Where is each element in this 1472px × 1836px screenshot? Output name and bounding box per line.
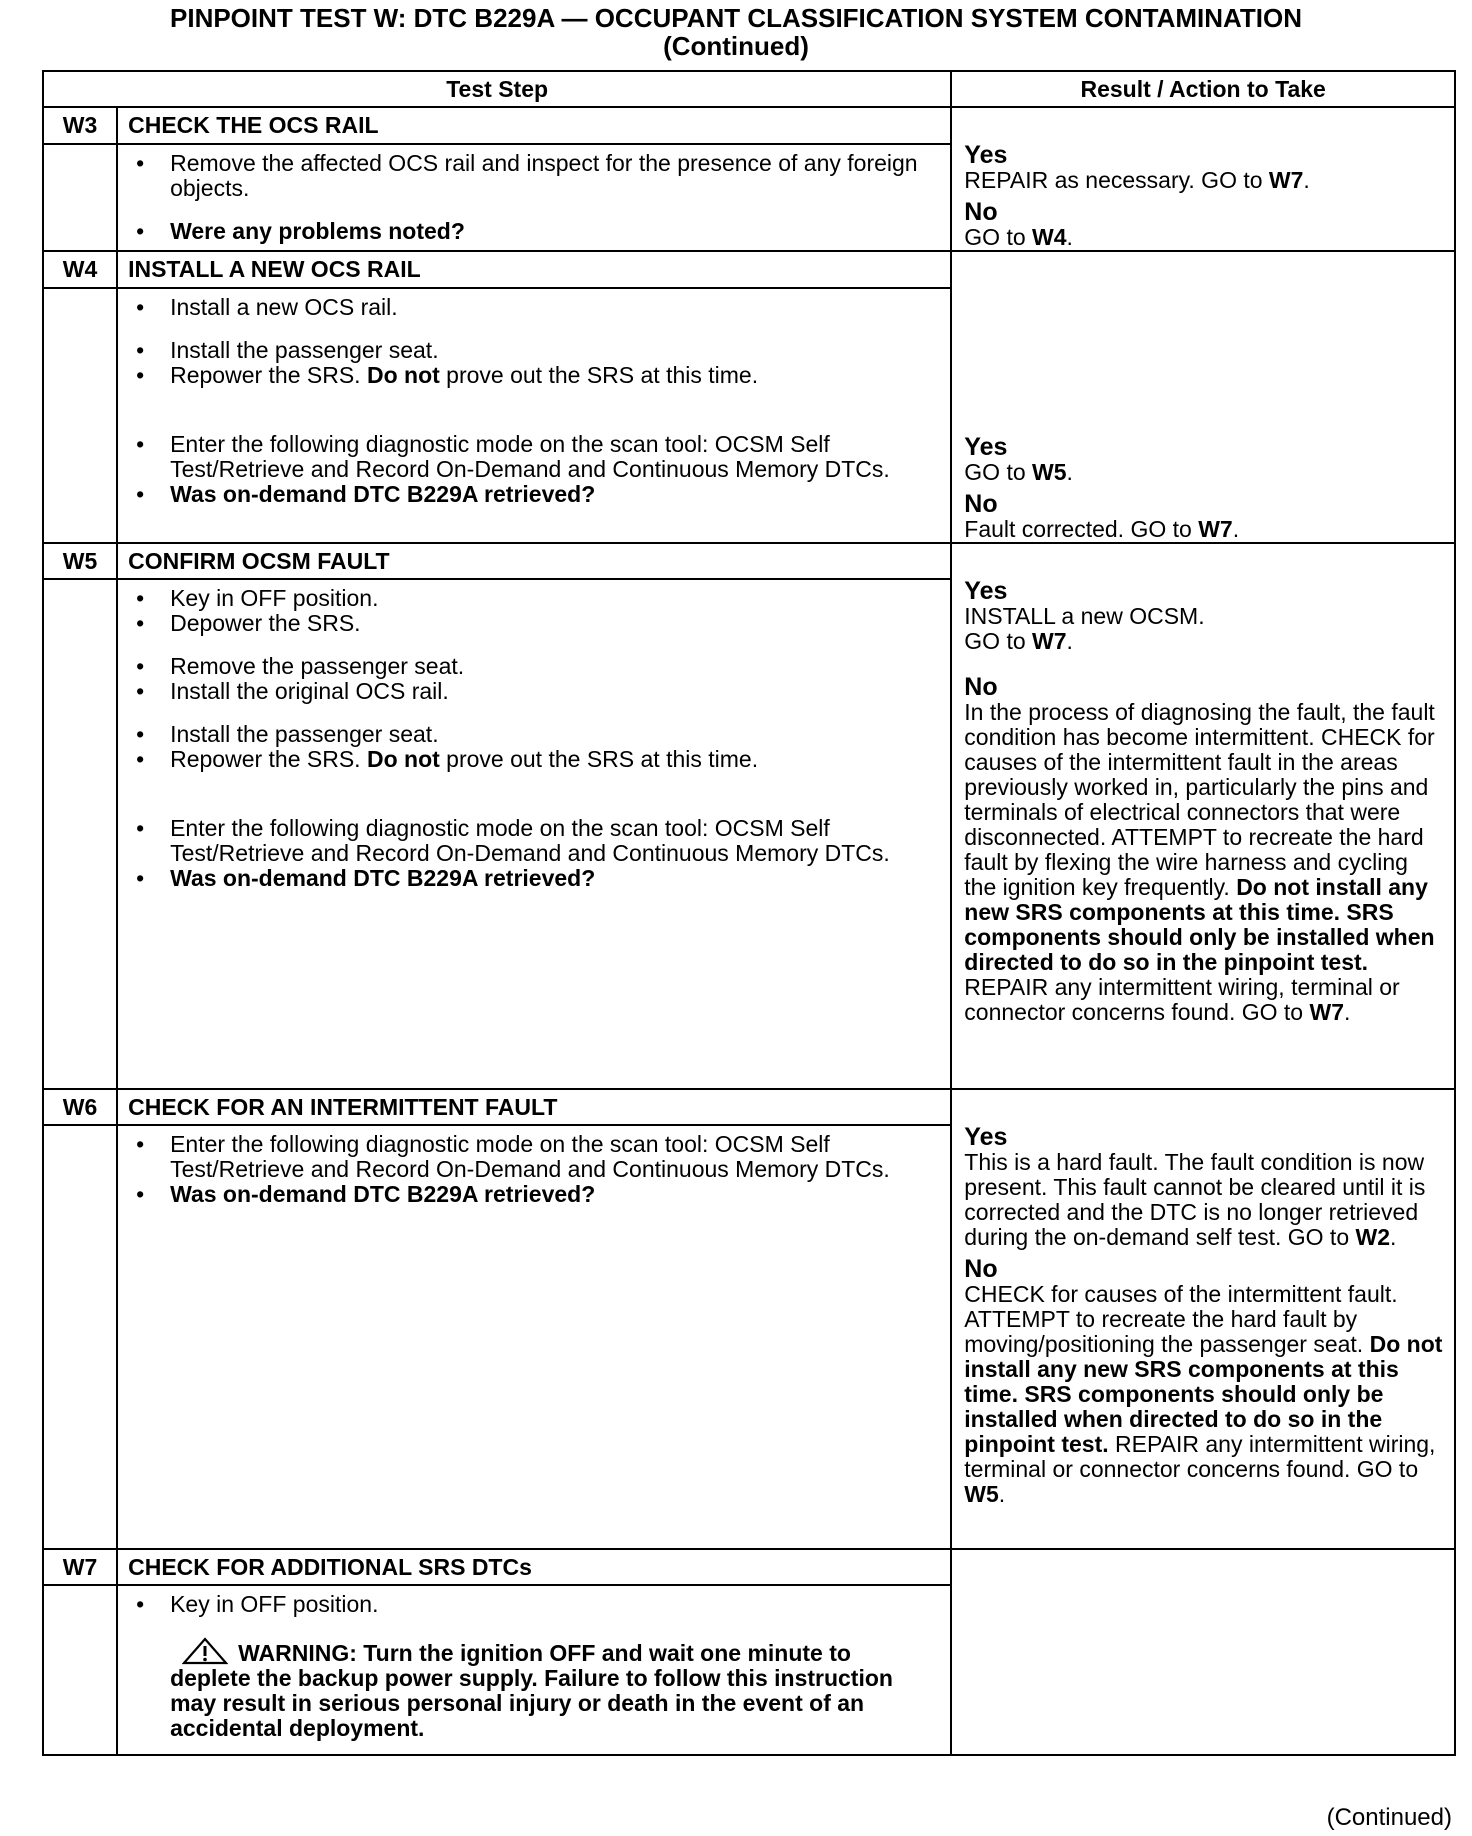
step-bullet: • Enter the following diagnostic mode on the scan tool: OCSM Self Test/Retrieve and Record On-Demand and Continuous Memory DTCs. xyxy=(128,816,950,866)
goto-link: W2 xyxy=(1355,1224,1390,1250)
question-text: Was on-demand DTC B229A retrieved? xyxy=(170,481,596,508)
page-title xyxy=(0,4,1472,60)
title-continued: (Continued) xyxy=(663,31,809,61)
result-text: GO to xyxy=(964,224,1033,250)
result-text: INSTALL a new OCSM. xyxy=(964,603,1205,629)
result-cell xyxy=(951,1549,1455,1755)
step-id-spacer xyxy=(43,579,117,1089)
header-result: Result / Action to Take xyxy=(951,71,1455,107)
step-bullet: • Remove the affected OCS rail and inspect for the presence of any foreign objects. xyxy=(128,151,950,201)
result-cell: Yes INSTALL a new OCSM. GO to W7. No In the process of diagnosing the fault, the fault condition has become intermittent. CHECK for causes of the intermittent fault in the areas previously worked in, particularly the pins and terminals of electrical connectors that were disconnected. ATTEMPT to recreate the hard fault by flexing the wire harness and cycling the ignition key frequently. Do not install any new SRS components at this time. SRS components should only be installed when directed to do so in the pinpoint test. REPAIR any intermittent wiring, terminal or connector concerns found. GO to W7. xyxy=(951,543,1455,1089)
goto-link: W5 xyxy=(964,1481,999,1507)
yes-label: Yes xyxy=(964,577,1008,605)
step-id: W6 xyxy=(43,1089,117,1125)
result-emphasis: Do not install any new SRS components at this time. SRS components should only be installed when directed to do so in the pinpoint test. xyxy=(964,1331,1443,1457)
question-text: Was on-demand DTC B229A retrieved? xyxy=(170,1181,596,1207)
continued-footer: (Continued) xyxy=(1326,1804,1452,1831)
result-text: GO to xyxy=(964,459,1033,485)
warning-triangle-icon xyxy=(182,1637,228,1665)
goto-link: W7 xyxy=(1309,999,1344,1025)
bullet-text: Repower the SRS. xyxy=(170,362,367,389)
step-id-spacer xyxy=(43,144,117,251)
result-cell: Yes GO to W5. No Fault corrected. GO to W7. xyxy=(951,251,1455,543)
step-question xyxy=(128,219,950,244)
question-text: Were any problems noted? xyxy=(170,218,465,245)
step-id: W5 xyxy=(43,543,117,579)
step-row-w6-head xyxy=(43,1089,1455,1125)
bullet-emphasis: Do not xyxy=(366,746,440,772)
yes-label: Yes xyxy=(964,433,1008,461)
step-heading: CHECK THE OCS RAIL xyxy=(117,107,951,144)
step-body xyxy=(117,288,951,543)
step-row-w7-head xyxy=(43,1549,1455,1585)
step-row-w3-head xyxy=(43,107,1455,144)
goto-link: W4 xyxy=(1032,224,1067,250)
warning-block xyxy=(170,1637,950,1741)
result-cell: Yes REPAIR as necessary. GO to W7. No GO to W4. xyxy=(951,107,1455,251)
step-id-spacer xyxy=(43,288,117,543)
bullet-emphasis: Do not xyxy=(366,362,440,389)
result-text: CHECK for causes of the intermittent fault. ATTEMPT to recreate the hard fault by moving/positioning the passenger seat. xyxy=(964,1281,1398,1357)
title-line: PINPOINT TEST W: DTC B229A — OCCUPANT CLASSIFICATION SYSTEM CONTAMINATION xyxy=(170,3,1302,33)
goto-link: W5 xyxy=(1032,459,1067,485)
pinpoint-test-table xyxy=(42,70,1456,1756)
step-bullet: • Enter the following diagnostic mode on the scan tool: OCSM Self Test/Retrieve and Record On-Demand and Continuous Memory DTCs. xyxy=(128,432,950,482)
step-id-spacer xyxy=(43,1125,117,1549)
no-label: No xyxy=(964,198,998,226)
result-text: This is a hard fault. The fault condition is now present. This fault cannot be cleared until it is corrected and the DTC is no longer retrieved during the on-demand self test. GO to xyxy=(964,1149,1426,1250)
step-body xyxy=(117,1125,951,1549)
step-id: W4 xyxy=(43,251,117,288)
step-body xyxy=(117,579,951,1089)
step-bullet: • Install the passenger seat. xyxy=(128,338,950,363)
step-heading: CONFIRM OCSM FAULT xyxy=(117,543,951,579)
result-cell: Yes This is a hard fault. The fault condition is now present. This fault cannot be cleared until it is corrected and the DTC is no longer retrieved during the on-demand self test. GO to W2. No CHECK for causes of the intermittent fault. ATTEMPT to recreate the hard fault by moving/positioning the passenger seat. Do not install any new SRS components at this time. SRS components should only be installed when directed to do so in the pinpoint test. REPAIR any intermittent wiring, terminal or connector concerns found. GO to W5. xyxy=(951,1089,1455,1549)
header-test-step: Test Step xyxy=(43,71,951,107)
bullet-text: prove out the SRS at this time. xyxy=(439,362,759,389)
goto-link: W7 xyxy=(1032,628,1067,654)
warning-text: WARNING: Turn the ignition OFF and wait one minute to deplete the backup power supply. Failure to follow this instruction may result in serious personal injury or death in the event of an accidental deployment. xyxy=(170,1640,893,1741)
step-bullet: • Enter the following diagnostic mode on the scan tool: OCSM Self Test/Retrieve and Record On-Demand and Continuous Memory DTCs. xyxy=(128,1132,950,1182)
step-id-spacer xyxy=(43,1585,117,1755)
step-bullet: • Install a new OCS rail. xyxy=(128,295,950,320)
step-heading: CHECK FOR AN INTERMITTENT FAULT xyxy=(117,1089,951,1125)
step-bullet: • Key in OFF position. xyxy=(128,1592,950,1617)
step-body xyxy=(117,144,951,251)
step-bullet xyxy=(128,363,950,388)
step-heading: CHECK FOR ADDITIONAL SRS DTCs xyxy=(117,1549,951,1585)
bullet-text: prove out the SRS at this time. xyxy=(439,746,759,772)
no-label: No xyxy=(964,490,998,518)
goto-link: W7 xyxy=(1268,167,1304,193)
step-question xyxy=(128,866,950,891)
step-body xyxy=(117,1585,951,1755)
result-text: REPAIR any intermittent wiring, terminal or connector concerns found. GO to xyxy=(964,974,1400,1025)
step-bullet: • Remove the passenger seat. xyxy=(128,654,950,679)
step-question xyxy=(128,482,950,507)
step-row-w4-head xyxy=(43,251,1455,288)
result-text: GO to xyxy=(964,628,1033,654)
result-text: REPAIR any intermittent wiring, terminal or connector concerns found. GO to xyxy=(964,1431,1436,1482)
yes-label: Yes xyxy=(964,141,1008,169)
step-id: W7 xyxy=(43,1549,117,1585)
step-bullet: • Install the passenger seat. xyxy=(128,722,950,747)
yes-label: Yes xyxy=(964,1123,1008,1151)
header-row xyxy=(43,71,1455,107)
result-emphasis: Do not install any new SRS components at this time. SRS components should only be installed when directed to do so in the pinpoint test. xyxy=(964,874,1435,975)
no-label: No xyxy=(964,673,998,701)
step-bullet: • Install the original OCS rail. xyxy=(128,679,950,704)
result-text: REPAIR as necessary. GO to xyxy=(964,167,1269,193)
step-bullet: • Key in OFF position. xyxy=(128,586,950,611)
goto-link: W7 xyxy=(1198,516,1233,542)
step-question xyxy=(128,1182,950,1207)
result-text: In the process of diagnosing the fault, the fault condition has become intermittent. CHECK for causes of the intermittent fault in the areas previously worked in, particularly the pins and terminals of electrical connectors that were disconnected. ATTEMPT to recreate the hard fault by flexing the wire harness and cycling the ignition key frequently. xyxy=(964,699,1435,900)
result-text: Fault corrected. GO to xyxy=(964,516,1199,542)
step-id: W3 xyxy=(43,107,117,144)
no-label: No xyxy=(964,1255,998,1283)
step-bullet xyxy=(128,747,950,772)
step-row-w5-head xyxy=(43,543,1455,579)
step-heading: INSTALL A NEW OCS RAIL xyxy=(117,251,951,288)
step-bullet: • Depower the SRS. xyxy=(128,611,950,636)
question-text: Was on-demand DTC B229A retrieved? xyxy=(170,865,596,891)
bullet-text: Repower the SRS. xyxy=(170,746,367,772)
